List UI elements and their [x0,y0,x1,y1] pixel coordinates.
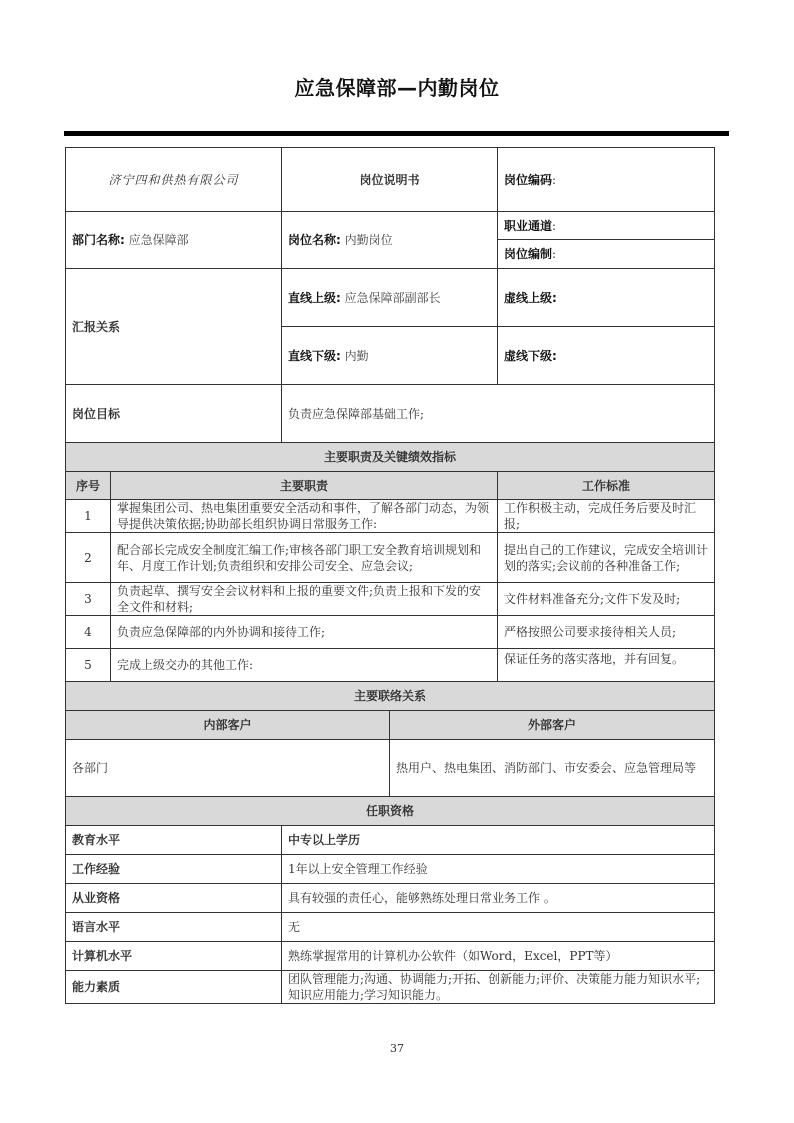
goal-label: 岗位目标 [66,385,282,443]
duty-text: 掌握集团公司、热电集团重要安全活动和事件，了解各部门动态，为领导提供决策依据;协助部长组织协调日常服务工作: [111,500,498,533]
direct-subordinate-value: 内勤 [344,348,369,363]
duties-section-title: 主要职责及关键绩效指标 [66,443,715,472]
company-name: 济宁四和供热有限公司 [66,148,282,212]
qualification-row [66,971,715,1004]
internal-customers-label: 内部客户 [66,711,390,740]
qualification-row [66,884,715,913]
position-code-cell: 岗位编码: [498,148,715,212]
duty-standard: 工作积极主动，完成任务后要及时汇报; [498,500,715,533]
direct-subordinate-label: 直线下级 [288,348,337,363]
qualification-value: 熟练掌握常用的计算机办公软件（如Word，Excel，PPT等） [282,942,715,971]
qualification-label: 能力素质 [66,971,282,1004]
dotted-subordinate-cell: 虚线下级: [498,327,715,385]
duty-text: 负责起草、撰写安全会议材料和上报的重要文件;负责上报和下发的安全文件和材料; [111,583,498,616]
qualification-label: 从业资格 [66,884,282,913]
page-number: 37 [390,1042,404,1055]
duty-no: 4 [66,616,111,649]
dotted-subordinate-label: 虚线下级 [504,348,553,363]
position-name-label: 岗位名称 [288,233,337,247]
qualification-value: 具有较强的责任心，能够熟练处理日常业务工作 。 [282,884,715,913]
qualification-row [66,913,715,942]
job-description-table [65,147,715,1004]
qualification-row [66,942,715,971]
direct-subordinate-cell: 直线下级: 内勤 [282,327,498,385]
qualification-label: 教育水平 [66,826,282,855]
reporting-label: 汇报关系 [66,269,282,385]
qualification-label: 工作经验 [66,855,282,884]
contacts-section-title: 主要联络关系 [66,682,715,711]
duty-row [66,583,715,616]
position-name-cell: 岗位名称: 内勤岗位 [282,212,498,269]
qualification-label: 计算机水平 [66,942,282,971]
duties-col-duty: 主要职责 [111,472,498,500]
duties-col-no: 序号 [66,472,111,500]
direct-superior-value: 应急保障部副部长 [344,290,441,305]
qualification-value: 无 [282,913,715,942]
qualification-label: 语言水平 [66,913,282,942]
duties-col-standard: 工作标准 [498,472,715,500]
duty-standard: 提出自己的工作建议，完成安全培训计划的落实;会议前的各种准备工作; [498,533,715,583]
qualification-row [66,826,715,855]
duty-row [66,616,715,649]
form-title: 岗位说明书 [282,148,498,212]
duty-row [66,533,715,583]
direct-superior-cell: 直线上级: 应急保障部副部长 [282,269,498,327]
department-value: 应急保障部 [128,233,189,247]
position-name-value: 内勤岗位 [344,233,393,247]
qualification-row [66,855,715,884]
duty-text: 配合部长完成安全制度汇编工作;审核各部门职工安全教育培训规划和年、月度工作计划;负责组织和安排公司安全、应急会议; [111,533,498,583]
duty-no: 2 [66,533,111,583]
department-label: 部门名称 [72,233,121,247]
external-customers-value: 热用户、热电集团、消防部门、市安委会、应急管理局等 [390,740,715,797]
duty-standard: 严格按照公司要求接待相关人员; [498,616,715,649]
qualifications-section-title: 任职资格 [66,797,715,826]
internal-customers-value: 各部门 [66,740,390,797]
duty-row [66,500,715,533]
qualification-value: 中专以上学历 [282,826,715,855]
duty-standard: 保证任务的落实落地，并有回复。 [498,649,715,682]
goal-value: 负责应急保障部基础工作; [282,385,715,443]
career-path-label: 职业通道 [504,218,553,233]
document-title: 应急保障部—内勤岗位 [294,76,500,100]
position-code-label: 岗位编码 [504,172,553,187]
qualification-value: 团队管理能力;沟通、协调能力;开拓、创新能力;评价、决策能力能力知识水平;知识应用能力;学习知识能力。 [282,971,715,1004]
direct-superior-label: 直线上级 [288,290,337,305]
duty-no: 1 [66,500,111,533]
duty-row [66,649,715,682]
department-cell: 部门名称: 应急保障部 [66,212,282,269]
dotted-superior-cell: 虚线上级: [498,269,715,327]
qualification-value: 1年以上安全管理工作经验 [282,855,715,884]
duty-text: 完成上级交办的其他工作: [111,649,498,682]
headcount-cell: 岗位编制: [498,240,715,269]
duty-standard: 文件材料准备充分;文件下发及时; [498,583,715,616]
duty-no: 5 [66,649,111,682]
title-divider [64,131,729,136]
headcount-label: 岗位编制 [504,247,553,261]
duty-text: 负责应急保障部的内外协调和接待工作; [111,616,498,649]
dotted-superior-label: 虚线上级 [504,290,553,305]
career-path-cell: 职业通道: [498,212,715,240]
external-customers-label: 外部客户 [390,711,715,740]
duty-no: 3 [66,583,111,616]
